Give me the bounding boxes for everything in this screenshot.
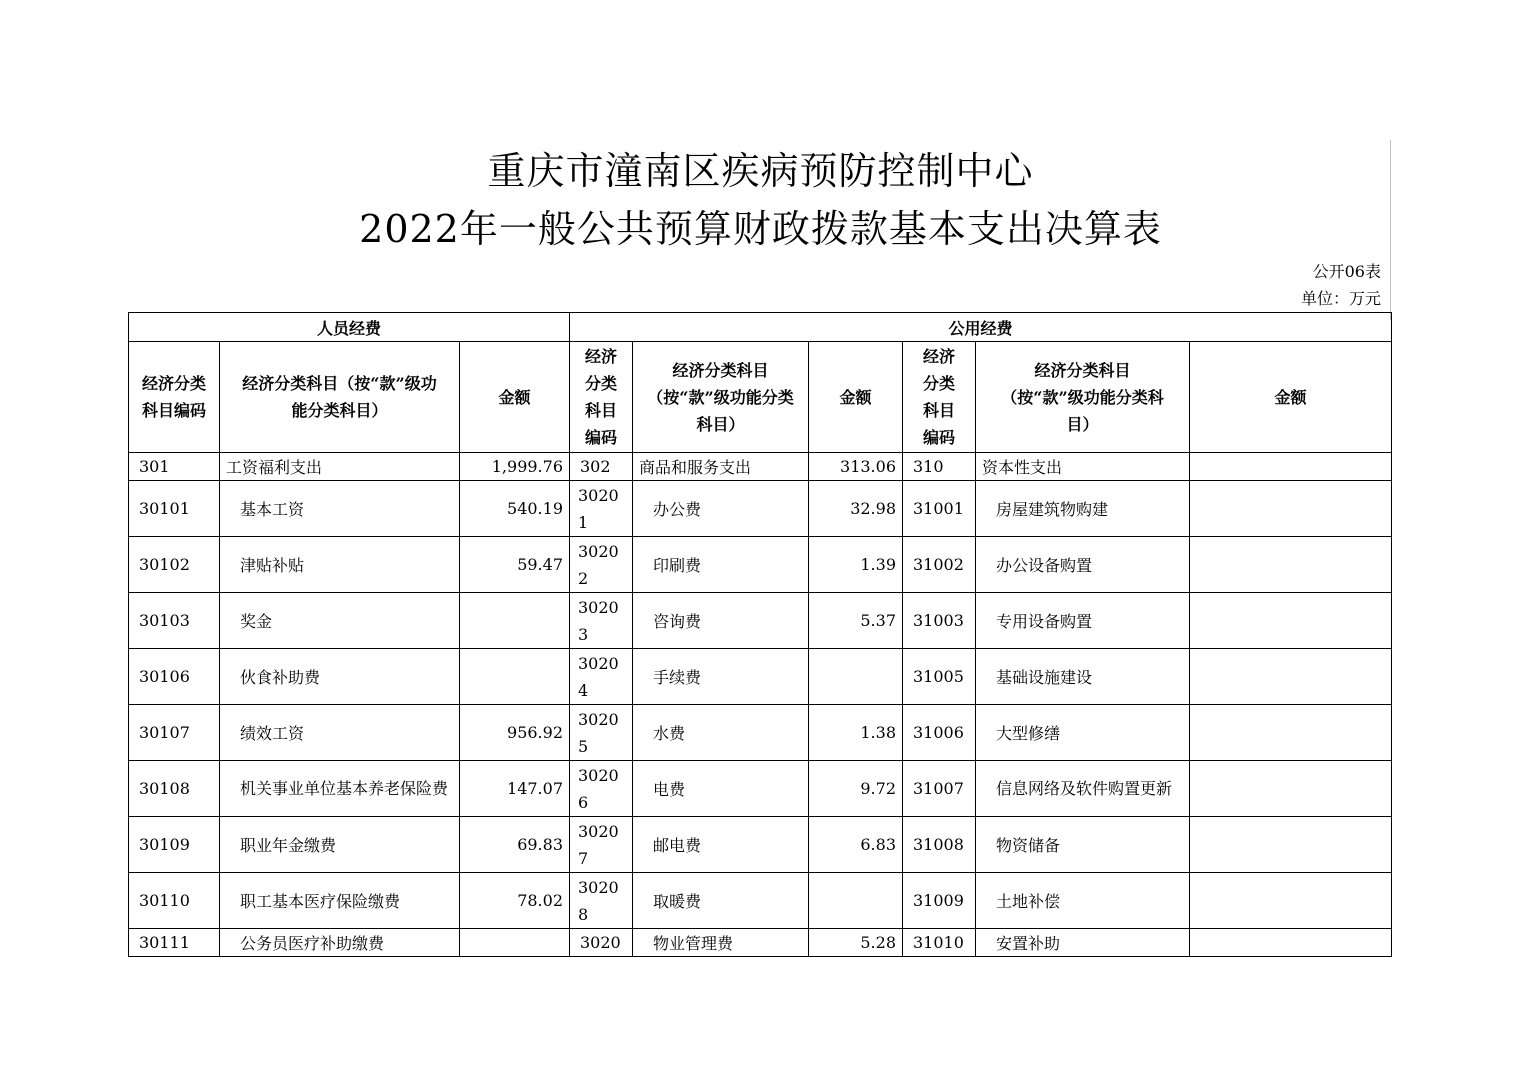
table-row [129, 537, 1392, 593]
amount-cell [1190, 873, 1392, 929]
code-cell: 30207 [570, 817, 633, 873]
code-cell: 31008 [903, 817, 976, 873]
table-row [129, 593, 1392, 649]
amount-cell [460, 593, 570, 649]
code-cell: 301 [129, 453, 220, 481]
name-cell: 信息网络及软件购置更新 [976, 761, 1190, 817]
code-cell: 31006 [903, 705, 976, 761]
table-row [129, 481, 1392, 537]
name-cell: 工资福利支出 [220, 453, 460, 481]
amount-cell [809, 649, 903, 705]
name-cell: 职业年金缴费 [220, 817, 460, 873]
amount-cell: 69.83 [460, 817, 570, 873]
col-header-code: 经济分类科目编码 [903, 342, 976, 453]
code-cell: 30102 [129, 537, 220, 593]
name-cell: 手续费 [633, 649, 809, 705]
amount-cell [1190, 705, 1392, 761]
name-cell: 电费 [633, 761, 809, 817]
name-cell: 绩效工资 [220, 705, 460, 761]
group-header-personnel: 人员经费 [129, 313, 570, 342]
name-cell: 大型修缮 [976, 705, 1190, 761]
amount-cell: 313.06 [809, 453, 903, 481]
form-number: 公开06表 [1312, 262, 1381, 281]
name-cell: 职工基本医疗保险缴费 [220, 873, 460, 929]
name-cell: 房屋建筑物购建 [976, 481, 1190, 537]
amount-cell [460, 649, 570, 705]
code-cell: 31005 [903, 649, 976, 705]
code-cell: 30204 [570, 649, 633, 705]
name-cell: 印刷费 [633, 537, 809, 593]
amount-cell [460, 929, 570, 957]
amount-cell: 9.72 [809, 761, 903, 817]
unit-label: 单位：万元 [1300, 289, 1381, 308]
name-cell: 商品和服务支出 [633, 453, 809, 481]
table-row [129, 817, 1392, 873]
name-cell: 基础设施建设 [976, 649, 1190, 705]
table-row [129, 453, 1392, 481]
table-row [129, 649, 1392, 705]
name-cell: 取暖费 [633, 873, 809, 929]
amount-cell: 956.92 [460, 705, 570, 761]
name-cell: 公务员医疗补助缴费 [220, 929, 460, 957]
col-header-name: 经济分类科目（按“款”级功能分类科目） [976, 342, 1190, 453]
amount-cell: 1,999.76 [460, 453, 570, 481]
col-header-amount: 金额 [1190, 342, 1392, 453]
code-cell: 3020 [570, 929, 633, 957]
expenditure-table [128, 312, 1392, 957]
table-row [129, 929, 1392, 957]
amount-cell [1190, 537, 1392, 593]
code-cell: 31001 [903, 481, 976, 537]
code-cell: 30103 [129, 593, 220, 649]
name-cell: 资本性支出 [976, 453, 1190, 481]
amount-cell [1190, 761, 1392, 817]
amount-cell [809, 873, 903, 929]
code-cell: 31007 [903, 761, 976, 817]
name-cell: 水费 [633, 705, 809, 761]
name-cell: 奖金 [220, 593, 460, 649]
code-cell: 302 [570, 453, 633, 481]
code-cell: 30203 [570, 593, 633, 649]
table-row [129, 761, 1392, 817]
code-cell: 30206 [570, 761, 633, 817]
code-cell: 31010 [903, 929, 976, 957]
amount-cell [1190, 817, 1392, 873]
amount-cell: 147.07 [460, 761, 570, 817]
table-row [129, 705, 1392, 761]
name-cell: 邮电费 [633, 817, 809, 873]
name-cell: 物资储备 [976, 817, 1190, 873]
amount-cell: 540.19 [460, 481, 570, 537]
name-cell: 办公设备购置 [976, 537, 1190, 593]
code-cell: 30107 [129, 705, 220, 761]
code-cell: 31002 [903, 537, 976, 593]
col-header-code: 经济分类科目编码 [129, 342, 220, 453]
col-header-name: 经济分类科目（按“款”级功能分类科目） [220, 342, 460, 453]
amount-cell [1190, 929, 1392, 957]
code-cell: 30202 [570, 537, 633, 593]
code-cell: 31009 [903, 873, 976, 929]
amount-cell [1190, 649, 1392, 705]
amount-cell: 1.39 [809, 537, 903, 593]
name-cell: 伙食补助费 [220, 649, 460, 705]
code-cell: 30101 [129, 481, 220, 537]
code-cell: 30201 [570, 481, 633, 537]
name-cell: 机关事业单位基本养老保险费 [220, 761, 460, 817]
col-header-code: 经济分类科目编码 [570, 342, 633, 453]
table-row [129, 873, 1392, 929]
code-cell: 30109 [129, 817, 220, 873]
amount-cell: 5.28 [809, 929, 903, 957]
amount-cell: 5.37 [809, 593, 903, 649]
code-cell: 31003 [903, 593, 976, 649]
amount-cell: 32.98 [809, 481, 903, 537]
name-cell: 专用设备购置 [976, 593, 1190, 649]
amount-cell: 6.83 [809, 817, 903, 873]
name-cell: 基本工资 [220, 481, 460, 537]
col-header-amount: 金额 [809, 342, 903, 453]
name-cell: 物业管理费 [633, 929, 809, 957]
name-cell: 土地补偿 [976, 873, 1190, 929]
amount-cell [1190, 593, 1392, 649]
amount-cell: 59.47 [460, 537, 570, 593]
code-cell: 30108 [129, 761, 220, 817]
code-cell: 30205 [570, 705, 633, 761]
code-cell: 310 [903, 453, 976, 481]
code-cell: 30106 [129, 649, 220, 705]
name-cell: 津贴补贴 [220, 537, 460, 593]
group-header-public: 公用经费 [570, 313, 1392, 342]
amount-cell: 78.02 [460, 873, 570, 929]
amount-cell: 1.38 [809, 705, 903, 761]
code-cell: 30111 [129, 929, 220, 957]
amount-cell [1190, 481, 1392, 537]
col-header-name: 经济分类科目（按“款”级功能分类科目） [633, 342, 809, 453]
code-cell: 30208 [570, 873, 633, 929]
name-cell: 安置补助 [976, 929, 1190, 957]
page-title-line1: 重庆市潼南区疾病预防控制中心 [487, 149, 1034, 193]
name-cell: 办公费 [633, 481, 809, 537]
name-cell: 咨询费 [633, 593, 809, 649]
col-header-amount: 金额 [460, 342, 570, 453]
code-cell: 30110 [129, 873, 220, 929]
page-title-line2: 2022年一般公共预算财政拨款基本支出决算表 [359, 207, 1162, 251]
amount-cell [1190, 453, 1392, 481]
